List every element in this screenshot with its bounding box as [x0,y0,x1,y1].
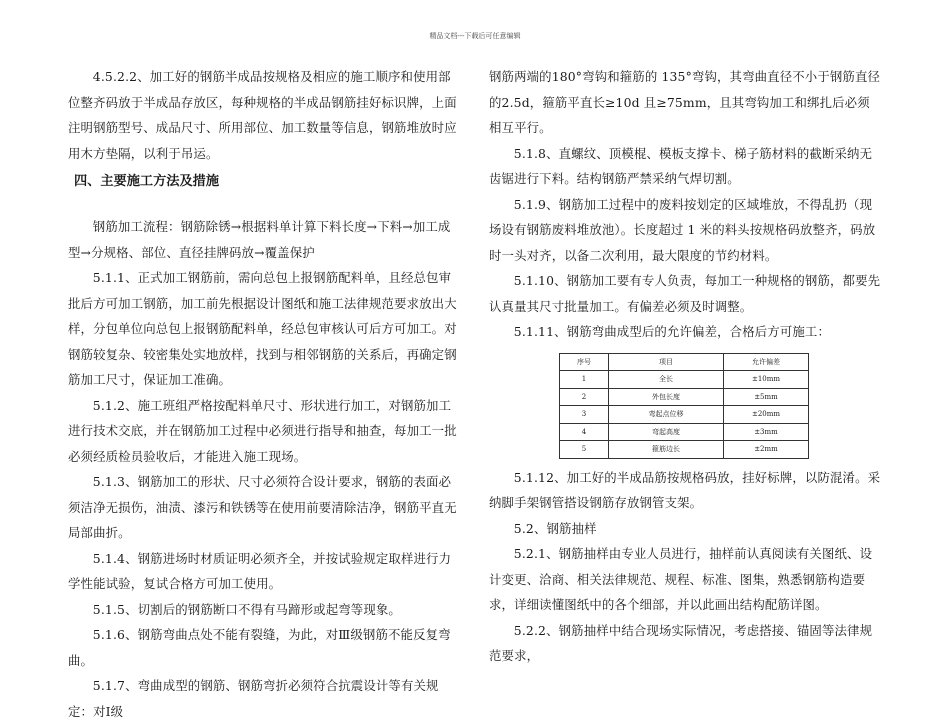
section-5-2-title: 5.2、钢筋抽样 [513,520,597,536]
table-row [560,423,809,441]
table-row [560,406,809,424]
table-row [560,371,809,389]
tolerance-table-wrapper [559,353,882,459]
paragraph-5-1-11: 5.1.11、钢筋弯曲成型后的允许偏差，合格后方可施工： [513,324,831,339]
cell-tolerance: ±20mm [724,406,809,424]
table-row [560,441,809,459]
paragraph-5-1-7: 5.1.7、弯曲成型的钢筋、钢筋弯折必须符合抗震设计等有关规定：对Ⅰ级 [68,678,439,719]
paragraph-5-1-2: 5.1.2、施工班组严格按配料单尺寸、形状进行加工，对钢筋加工进行技术交底，并在钢筋加工过程中必须进行指导和抽查，每加工一批必须经质检员验收后，才能进入施工现场。 [68,397,457,464]
cell-item: 箍筋边长 [609,441,724,459]
cell-tolerance: ±5mm [724,388,809,406]
paragraph-5-1-4: 5.1.4、钢筋进场时材质证明必须齐全，并按试验规定取样进行力学性能试验，复试合格方可加工使用。 [68,550,452,591]
cell-index: 5 [560,441,609,459]
cell-item: 弯起高度 [609,423,724,441]
paragraph-5-2-1: 5.2.1、钢筋抽样由专业人员进行，抽样前认真阅读有关图纸、设计变更、洽商、相关法律规范、规程、标准、图集，熟悉钢筋构造要求，详细读懂图纸中的各个细部，并以此画出结构配筋详图。 [489,546,873,612]
header-cell-item: 项目 [609,353,724,371]
cell-tolerance: ±2mm [724,441,809,459]
cell-index: 4 [560,423,609,441]
paragraph-5-1-5: 5.1.5、切割后的钢筋断口不得有马蹄形或起弯等现象。 [92,601,401,617]
right-column [489,64,882,669]
cell-item: 外包长度 [609,388,724,406]
header-cell-tolerance: 允许偏差 [724,353,809,371]
cell-item: 全长 [609,371,724,389]
paragraph-5-1-9: 5.1.9、钢筋加工过程中的废料按划定的区域堆放，不得乱扔（现场设有钢筋废料堆放池）。长度超过 1 米的料头按规格码放整齐，码放时一头对齐，以备二次利用，最大限度的节约材料。 [489,196,876,263]
paragraph-4-5-2-2: 4.5.2.2、加工好的钢筋半成品按规格及相应的施工顺序和使用部位整齐码放于半成品存放区，每种规格的半成品钢筋挂好标识牌，上面注明钢筋型号、成品尺寸、所用部位、加工数量等信息，钢筋堆放时应用木方垫隔，以利于吊运。 [68,69,457,161]
cell-tolerance: ±3mm [724,423,809,441]
cell-tolerance: ±10mm [724,371,809,389]
cell-index: 1 [560,371,609,389]
paragraph-5-1-10: 5.1.10、钢筋加工要有专人负责，每加工一种规格的钢筋，都要先认真量其尺寸批量加工。有偏差必须及时调整。 [489,273,881,314]
cell-index: 2 [560,388,609,406]
processing-flow-paragraph: 钢筋加工流程：钢筋除锈→根据料单计算下料长度→下料→加工成型→分规格、部位、直径挂牌码放→覆盖保护 [68,219,451,260]
paragraph-5-1-7-continued: 钢筋两端的180°弯钩和箍筋的 135°弯钩，其弯曲直径不小于钢筋直径的2.5d，箍筋平直长≥10d 且≥75mm，且其弯钩加工和绑扎后必须相互平行。 [489,69,881,135]
table-row [560,388,809,406]
left-column [68,64,461,724]
cell-item: 弯起点位移 [609,406,724,424]
header-cell-index: 序号 [560,353,609,371]
paragraph-5-1-3: 5.1.3、钢筋加工的形状、尺寸必须符合设计要求，钢筋的表面必须洁净无损伤，油渍、漆污和铁锈等在使用前要清除洁净，钢筋平直无局部曲折。 [68,474,457,540]
page-header: 精品文档---下载后可任意编辑 [429,32,521,40]
paragraph-5-2-2: 5.2.2、钢筋抽样中结合现场实际情况，考虑搭接、锚固等法律规范要求， [489,622,873,663]
section-heading: 四、主要施工方法及措施 [74,174,220,189]
paragraph-5-1-8: 5.1.8、直螺纹、顶模棍、模板支撑卡、梯子筋材料的截断采纳无齿锯进行下料。结构钢筋严禁采纳气焊切割。 [489,145,873,186]
paragraph-5-1-1: 5.1.1、正式加工钢筋前，需向总包上报钢筋配料单，且经总包审批后方可加工钢筋，加工前先根据设计图纸和施工法律规范要求放出大样，分包单位向总包上报钢筋配料单，经总包审核认可后方可加工。对钢筋较复杂、较密集处实地放样，找到与相邻钢筋的关系后，再确定钢筋加工尺寸，保证加工准确。 [68,270,457,387]
table-header-row [560,353,809,371]
cell-index: 3 [560,406,609,424]
paragraph-5-1-12: 5.1.12、加工好的半成品筋按规格码放，挂好标牌，以防混淆。采纳脚手架钢管搭设钢筋存放钢管支架。 [489,469,881,510]
paragraph-5-1-6: 5.1.6、钢筋弯曲点处不能有裂缝，为此，对Ⅲ级钢筋不能反复弯曲。 [68,627,451,668]
tolerance-table [559,353,809,459]
